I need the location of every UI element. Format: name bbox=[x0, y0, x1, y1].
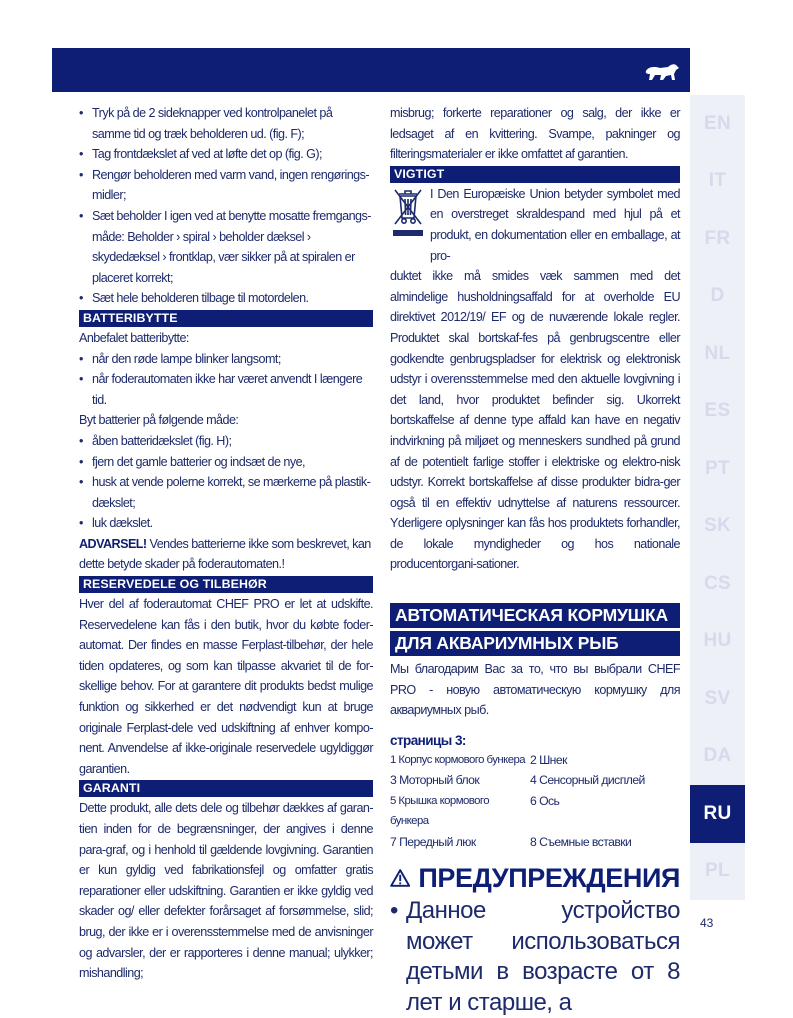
list-item: • Rengør beholderen med varm vand, ingen rengørings-midler; bbox=[79, 165, 373, 206]
important-section-title: VIGTIGT bbox=[390, 166, 680, 183]
warning-text: Vendes batterierne ikke som beskrevet, kan dette betyde skader på foderautomaten.! bbox=[79, 536, 371, 572]
right-column bbox=[390, 103, 680, 1018]
cleaning-steps-list bbox=[79, 103, 373, 309]
lang-tab-es[interactable]: ES bbox=[690, 383, 745, 441]
part-item: 2 Шнек bbox=[530, 752, 567, 767]
page-number: 43 bbox=[700, 916, 714, 930]
warning-triangle-icon bbox=[390, 866, 410, 890]
list-item: • når den røde lampe blinker langsomt; bbox=[79, 349, 373, 370]
warning-bullet: • Данное устройство может использоваться детьми в возрасте от 8 лет и старше, а bbox=[390, 897, 680, 1016]
list-item: • åben batteridækslet (fig. H); bbox=[79, 431, 373, 452]
crossed-bin-icon bbox=[390, 184, 430, 240]
list-item: • Tag frontdækslet af ved at løfte det op (fig. G); bbox=[79, 144, 373, 165]
warning-bullet-text: Данное устройство может использоваться детьми в возрасте от 8 лет и старше, а bbox=[406, 897, 680, 1016]
spare-parts-section-title: RESERVEDELE OG TILBEHØR bbox=[79, 576, 373, 593]
header-bar bbox=[52, 48, 690, 92]
lang-tab-sv[interactable]: SV bbox=[690, 670, 745, 728]
ferplast-dog-icon bbox=[644, 63, 680, 81]
part-item: 6 Ось bbox=[530, 793, 560, 808]
warranty-text: Dette produkt, alle dets dele og tilbehør dækkes af garan-tien inden for de begrænsninger, der angives i denne para-graf, og i henhold til gældende lovgivning. Garantien er kun gyldig ved fabrikationsfejl og omfatter gratis reparationer eller udskiftning. Garantien er ikke gyldig ved skader og/ eller defekter forårsaget af forsømmelse, slid; brug, der ikke er i overensstemmelse med de anvisninger og advarsler, der er rapporteres i denne manual; ulykker; mishandling; bbox=[79, 801, 373, 981]
lang-tab-cs[interactable]: CS bbox=[690, 555, 745, 613]
lang-tab-en[interactable]: EN bbox=[690, 95, 745, 153]
list-item: • Tryk på de 2 sideknapper ved kontrolpanelet på samme tid og træk beholderen ud. (fig. F); bbox=[79, 103, 373, 144]
weee-text: duktet ikke må smides væk sammen med det almindelige husholdningsaffald for at overholde EU direktivet 2012/19/ EF og de nuværende lokale regler. Produktet skal bortskaf-fes på genbrugscentre eller godkendte genbrugspladser for elektrisk og elektronisk udstyr i overensstemmelse med den aktuelle lovgivning i det land, hvor produktet befinder sig. Ukorrekt bortskaffelse af denne type affald kan have en negativ indvirkning på miljøet og menneskers sundhed på grund af de potentielt farlige stoffer i elektriske og elektro-nisk udstyr. Korrekt bortskaffelse af disse produkter bidra-ger også til en effektiv udnyttelse af naturens ressourcer. Yderligere oplysninger kan fås hos produktets forhandler, de lokale myndigheder og hos nationale producentorgani-sationer. bbox=[390, 269, 680, 572]
list-item: • husk at vende polerne korrekt, se mærkerne på plastik-dækslet; bbox=[79, 472, 373, 513]
ru-title-line-2: ДЛЯ АКВАРИУМНЫХ РЫБ bbox=[390, 631, 680, 656]
part-item: 7 Передный люк bbox=[390, 834, 476, 849]
battery-how-list bbox=[79, 431, 373, 534]
lang-tab-sk[interactable]: SK bbox=[690, 498, 745, 556]
lang-tab-nl[interactable]: NL bbox=[690, 325, 745, 383]
lang-tab-fr[interactable]: FR bbox=[690, 210, 745, 268]
lang-tab-ru[interactable]: RU bbox=[690, 785, 745, 843]
lang-tab-hu[interactable]: HU bbox=[690, 613, 745, 671]
pages-heading: страницы 3: bbox=[390, 732, 466, 748]
part-item: 8 Съемные вставки bbox=[530, 834, 632, 849]
warranty-section-title: GARANTI bbox=[79, 780, 373, 797]
warning-label: ADVARSEL! bbox=[79, 536, 147, 551]
warnings-heading bbox=[390, 860, 680, 896]
list-item: • Sæt hele beholderen tilbage til motordelen. bbox=[79, 288, 373, 309]
warnings-heading-text: ПРЕДУПРЕЖДЕНИЯ bbox=[418, 863, 680, 894]
parts-list bbox=[390, 750, 680, 853]
spare-parts-text: Hver del af foderautomat CHEF PRO er let at udskifte. Reservedelene kan fås i den butik, hvor du købte foder-automat. Der findes en masse Ferplast-tilbehør, der hele tiden opdateres, og som kan tilpasse akvariet til de for-skellige behov. For at garantere dit produkts bedst mulige funktion og sikkerhed er det nødvendigt kun at bruge originale Ferplast-dele ved udskiftning af enhver kompo-nent. Anvendelse af ikke-originale reservedele ugyldiggør garantien. bbox=[79, 597, 373, 776]
battery-recommended-text: Anbefalet batteribytte: bbox=[79, 330, 189, 345]
weee-notice bbox=[390, 184, 680, 266]
ru-intro-text: Мы благодарим Вас за то, что вы выбрали CHEF PRO - новую автоматическую кормушку для аквариумных рыб. bbox=[390, 662, 680, 718]
battery-section-title: BATTERIBYTTE bbox=[79, 310, 373, 327]
language-sidebar bbox=[690, 95, 745, 900]
lang-tab-it[interactable]: IT bbox=[690, 153, 745, 211]
list-item: • når foderautomaten ikke har været anvendt I længere tid. bbox=[79, 369, 373, 410]
ru-title-line-1: АВТОМАТИЧЕСКАЯ КОРМУШКА bbox=[390, 603, 680, 628]
lang-tab-pl[interactable]: PL bbox=[690, 843, 745, 901]
part-item: 3 Моторный блок bbox=[390, 773, 480, 788]
list-item: • fjern det gamle batterier og indsæt de nye, bbox=[79, 452, 373, 473]
battery-warning bbox=[79, 534, 373, 575]
battery-when-list bbox=[79, 349, 373, 411]
lang-tab-d[interactable]: D bbox=[690, 268, 745, 326]
part-item: 4 Сенсорный дисплей bbox=[530, 773, 645, 788]
part-item: 5 Крышка кормового бункера bbox=[390, 794, 490, 828]
lang-tab-pt[interactable]: PT bbox=[690, 440, 745, 498]
list-item: • luk dækslet. bbox=[79, 513, 373, 534]
warranty-continued-text: misbrug; forkerte reparationer og salg, der ikke er ledsaget af en kvittering. Svampe, pakninger og filteringsmaterialer er ikke omfattet af garantien. bbox=[390, 106, 680, 162]
weee-first-lines: I Den Europæiske Union betyder symbolet med en overstreget skraldespand med hjul på et produkt, en dokumentation eller en emballage, at pro- bbox=[430, 186, 680, 263]
list-item: • Sæt beholder I igen ved at benytte mosatte fremgangs-måde: Beholder › spiral › beholder dæksel › skydedæksel › frontklap, vær sikker på at spiralen er placeret korrekt; bbox=[79, 206, 373, 288]
left-column bbox=[79, 103, 373, 984]
lang-tab-da[interactable]: DA bbox=[690, 728, 745, 786]
part-item: 1 Корпус кормового бункера bbox=[390, 753, 526, 766]
battery-how-text: Byt batterier på følgende måde: bbox=[79, 413, 239, 428]
